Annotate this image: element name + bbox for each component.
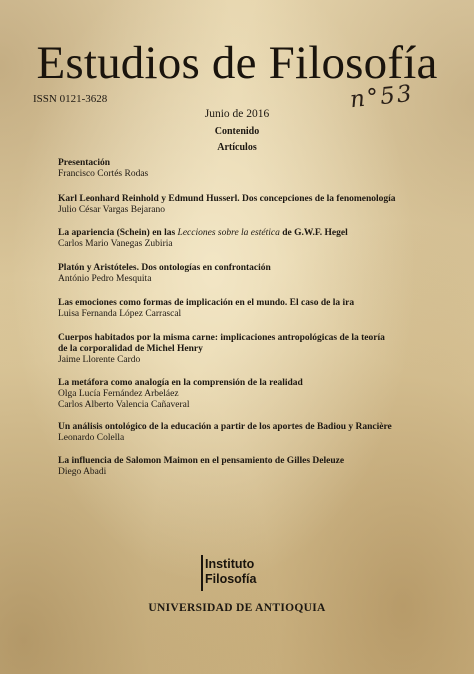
toc-entry <box>58 456 438 478</box>
toc-title: Platón y Aristóteles. Dos ontologías en confrontación <box>58 263 271 273</box>
toc-entry <box>58 378 438 411</box>
logo-text: Filosofía <box>205 572 257 586</box>
articles-heading: Artículos <box>217 142 257 153</box>
toc-title: Presentación <box>58 158 111 168</box>
toc-title-line: de la corporalidad de Michel Henry <box>58 344 203 354</box>
toc-title: La metáfora como analogía en la comprensión de la realidad <box>58 378 303 388</box>
logo-text: Instituto <box>205 557 255 571</box>
instituto-filosofia-logo <box>201 555 271 591</box>
toc-title-italic: Lecciones sobre la estética <box>177 228 280 238</box>
issue-date: Junio de 2016 <box>204 108 270 120</box>
toc-author: António Pedro Mesquita <box>58 274 152 284</box>
university-name: UNIVERSIDAD DE ANTIOQUIA <box>148 602 326 614</box>
toc-entry <box>58 263 438 285</box>
toc-title-part: de G.W.F. Hegel <box>279 228 348 238</box>
toc-author: Julio César Vargas Bejarano <box>58 205 166 215</box>
toc-title-line: Cuerpos habitados por la misma carne: implicaciones antropológicas de la teoría <box>58 333 385 343</box>
toc-entry <box>58 158 438 180</box>
toc-title-part: La apariencia (Schein) en las <box>58 228 178 238</box>
logo-bar <box>201 555 203 591</box>
toc-author: Leonardo Colella <box>58 433 125 443</box>
toc-title: Un análisis ontológico de la educación a partir de los aportes de Badiou y Rancière <box>58 422 392 432</box>
toc-entry <box>58 333 438 366</box>
toc-entry <box>58 228 438 250</box>
toc-title <box>58 228 438 239</box>
contents-heading: Contenido <box>214 126 260 137</box>
toc-entry <box>58 298 438 320</box>
toc-author: Carlos Alberto Valencia Cañaveral <box>58 400 190 410</box>
toc-title: Las emociones como formas de implicación en el mundo. El caso de la ira <box>58 298 355 308</box>
toc-author: Luisa Fernanda López Carrascal <box>58 309 182 319</box>
toc-author: Francisco Cortés Rodas <box>58 169 149 179</box>
toc-author: Olga Lucía Fernández Arbeláez <box>58 389 179 399</box>
toc-title: Karl Leonhard Reinhold y Edmund Husserl. Dos concepciones de la fenomenología <box>58 194 396 204</box>
toc-author: Carlos Mario Vanegas Zubiria <box>58 239 173 249</box>
toc-author: Diego Abadi <box>58 467 107 477</box>
toc-entry <box>58 422 438 444</box>
issue-number: n°53 <box>348 80 415 114</box>
toc-author: Jaime Llorente Cardo <box>58 355 141 365</box>
issn: ISSN 0121-3628 <box>33 93 108 105</box>
journal-title: Estudios de Filosofía <box>36 37 438 89</box>
toc-title: La influencia de Salomon Maimon en el pensamiento de Gilles Deleuze <box>58 456 345 466</box>
toc-entry <box>58 194 438 216</box>
